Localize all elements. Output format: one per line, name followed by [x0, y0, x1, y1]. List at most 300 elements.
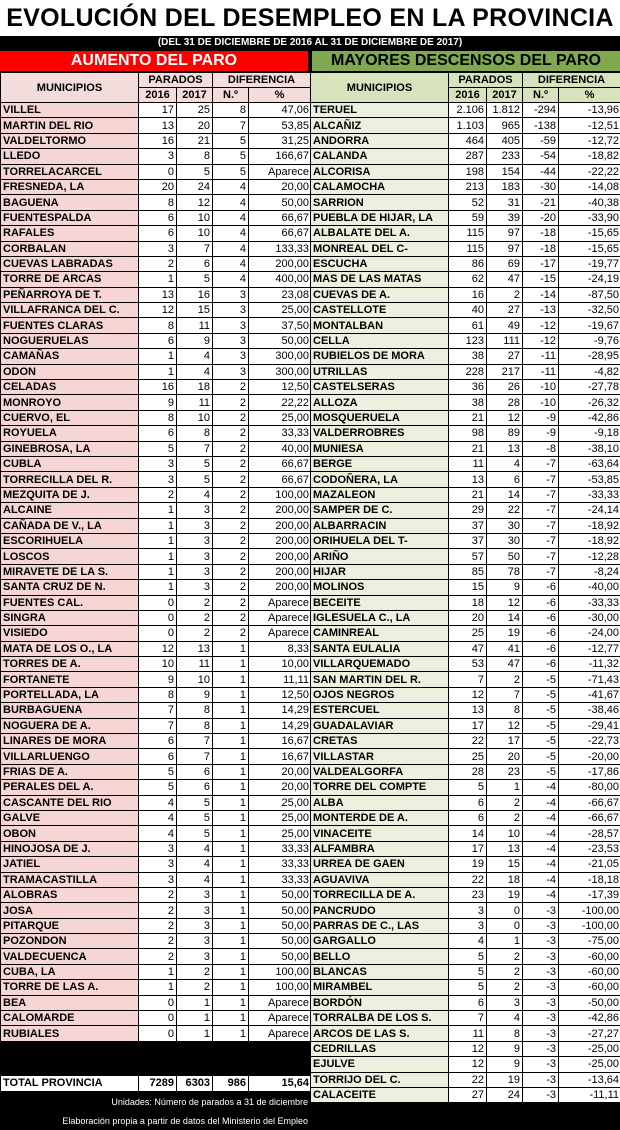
table-row [1, 703, 311, 718]
parados-2016: 5 [449, 980, 487, 995]
municipio-name: MAS DE LAS MATAS [311, 272, 449, 287]
diferencia-pct: -9,76 [559, 333, 620, 348]
parados-2016: 12 [449, 687, 487, 702]
diferencia-pct: 16,67 [249, 734, 311, 749]
page-subtitle: (DEL 31 DE DICIEMBRE DE 2016 AL 31 DE DICIEMBRE DE 2017) [0, 36, 620, 50]
diferencia-pct: -22,73 [559, 734, 620, 749]
parados-2016: 1 [139, 349, 177, 364]
diferencia-pct: -25,00 [559, 1057, 620, 1072]
parados-2016: 17 [449, 841, 487, 856]
parados-2017: 3 [177, 549, 213, 564]
diferencia-pct: -12,77 [559, 641, 620, 656]
parados-2017: 17 [487, 734, 523, 749]
parados-2017: 1 [177, 1026, 213, 1041]
parados-2016: 22 [449, 1072, 487, 1087]
parados-2016: 3 [139, 857, 177, 872]
diferencia-pct: -17,39 [559, 887, 620, 902]
parados-2017: 4 [177, 349, 213, 364]
table-row [1, 118, 311, 133]
municipio-name: IGLESUELA C., LA [311, 610, 449, 625]
municipio-name: BORDÓN [311, 995, 449, 1010]
diferencia-n: -7 [523, 472, 559, 487]
parados-2017: 111 [487, 333, 523, 348]
diferencia-pct: 12,50 [249, 687, 311, 702]
table-row [1, 1011, 311, 1026]
table-row [311, 195, 620, 210]
parados-2017: 3 [177, 533, 213, 548]
parados-2016: 1.103 [449, 118, 487, 133]
table-row [1, 610, 311, 625]
municipio-name: ALOBRAS [1, 887, 139, 902]
diferencia-pct: 14,29 [249, 718, 311, 733]
municipio-name: PUEBLA DE HIJAR, LA [311, 210, 449, 225]
municipio-name: FUENTESPALDA [1, 210, 139, 225]
diferencia-n: -3 [523, 903, 559, 918]
parados-2017: 97 [487, 226, 523, 241]
parados-2017: 14 [487, 487, 523, 502]
table-row [1, 179, 311, 194]
diferencia-pct: 25,00 [249, 410, 311, 425]
parados-2017: 12 [487, 718, 523, 733]
parados-2017: 97 [487, 241, 523, 256]
diferencia-n: -4 [523, 795, 559, 810]
parados-2016: 25 [449, 749, 487, 764]
diferencia-n: -3 [523, 918, 559, 933]
diferencia-n: -6 [523, 595, 559, 610]
parados-2016: 98 [449, 426, 487, 441]
table-row [311, 487, 620, 502]
diferencia-pct: 37,50 [249, 318, 311, 333]
parados-2016: 6 [139, 749, 177, 764]
municipio-name: VALDECUENCA [1, 949, 139, 964]
municipio-name: RAFALES [1, 226, 139, 241]
diferencia-n: 5 [213, 164, 249, 179]
municipio-name: PANCRUDO [311, 903, 449, 918]
diferencia-n: -5 [523, 764, 559, 779]
parados-2017: 10 [177, 226, 213, 241]
municipio-name: CAÑADA DE V., LA [1, 518, 139, 533]
municipio-name: HINOJOSA DE J. [1, 841, 139, 856]
parados-2017: 2 [487, 980, 523, 995]
table-row [311, 964, 620, 979]
table-row [311, 995, 620, 1010]
table-row [1, 872, 311, 887]
table-row [311, 641, 620, 656]
increase-banner: AUMENTO DEL PARO [0, 51, 308, 71]
parados-2017: 3 [177, 934, 213, 949]
parados-2017: 18 [177, 380, 213, 395]
parados-2017: 2 [487, 949, 523, 964]
diferencia-pct: 300,00 [249, 349, 311, 364]
parados-2017: 25 [177, 103, 213, 118]
diferencia-n: 1 [213, 887, 249, 902]
municipio-name: VINACEITE [311, 826, 449, 841]
parados-2017: 28 [487, 395, 523, 410]
table-row [311, 164, 620, 179]
header-pct: % [559, 88, 620, 103]
table-row [1, 487, 311, 502]
diferencia-pct: 33,33 [249, 426, 311, 441]
table-row [1, 749, 311, 764]
diferencia-pct: -8,24 [559, 564, 620, 579]
municipio-name: TORRECILLA DEL R. [1, 472, 139, 487]
table-row [1, 672, 311, 687]
parados-2017: 16 [177, 287, 213, 302]
table-row [311, 503, 620, 518]
parados-2016: 2 [139, 918, 177, 933]
diferencia-pct: -33,90 [559, 210, 620, 225]
diferencia-pct: -4,82 [559, 364, 620, 379]
diferencia-n: -15 [523, 272, 559, 287]
table-row [1, 564, 311, 579]
diferencia-n: 4 [213, 179, 249, 194]
diferencia-n: 4 [213, 210, 249, 225]
municipio-name: CALACEITE [311, 1088, 449, 1103]
parados-2016: 7 [449, 1011, 487, 1026]
table-row [311, 795, 620, 810]
diferencia-n: -10 [523, 380, 559, 395]
table-row [311, 610, 620, 625]
table-row [1, 841, 311, 856]
parados-2016: 7 [139, 718, 177, 733]
diferencia-pct: -75,00 [559, 934, 620, 949]
diferencia-pct: -11,32 [559, 657, 620, 672]
table-row [1, 349, 311, 364]
parados-2017: 217 [487, 364, 523, 379]
municipio-name: MAZALEON [311, 487, 449, 502]
diferencia-n: 1 [213, 810, 249, 825]
diferencia-n: 2 [213, 626, 249, 641]
table-row [311, 980, 620, 995]
parados-2017: 0 [487, 903, 523, 918]
diferencia-pct: -66,67 [559, 795, 620, 810]
municipio-name: HIJAR [311, 564, 449, 579]
table-row [311, 549, 620, 564]
municipio-name: TERUEL [311, 103, 449, 118]
parados-2017: 24 [487, 1088, 523, 1103]
municipio-name: ROYUELA [1, 426, 139, 441]
diferencia-pct: 10,00 [249, 657, 311, 672]
table-row [311, 810, 620, 825]
diferencia-n: -4 [523, 780, 559, 795]
diferencia-pct: 50,00 [249, 903, 311, 918]
parados-2016: 6 [449, 995, 487, 1010]
diferencia-n: -20 [523, 210, 559, 225]
parados-2017: 5 [177, 826, 213, 841]
parados-2016: 3 [139, 872, 177, 887]
table-row [1, 687, 311, 702]
municipio-name: VILLASTAR [311, 749, 449, 764]
diferencia-n: 3 [213, 303, 249, 318]
parados-2016: 287 [449, 149, 487, 164]
parados-2017: 1 [487, 934, 523, 949]
parados-2016: 7 [139, 703, 177, 718]
parados-2017: 6 [177, 780, 213, 795]
municipio-name: NOGUERA DE A. [1, 718, 139, 733]
total-pct: 15,64 [249, 1076, 311, 1092]
parados-2017: 20 [177, 118, 213, 133]
table-row [311, 256, 620, 271]
diferencia-n: -3 [523, 980, 559, 995]
table-row [311, 857, 620, 872]
table-row [1, 164, 311, 179]
parados-2016: 0 [139, 626, 177, 641]
diferencia-pct: 50,00 [249, 333, 311, 348]
diferencia-n: 1 [213, 872, 249, 887]
municipio-name: LLEDO [1, 149, 139, 164]
municipio-name: POZONDON [1, 934, 139, 949]
parados-2016: 15 [449, 580, 487, 595]
parados-2016: 17 [449, 718, 487, 733]
parados-2016: 1 [139, 364, 177, 379]
municipio-name: MEZQUITA DE J. [1, 487, 139, 502]
parados-2017: 21 [177, 133, 213, 148]
municipio-name: CUERVO, EL [1, 410, 139, 425]
parados-2017: 7 [487, 687, 523, 702]
table-row [311, 364, 620, 379]
parados-2016: 1 [139, 272, 177, 287]
diferencia-n: -5 [523, 687, 559, 702]
total-2016: 7289 [139, 1076, 177, 1092]
diferencia-pct: -42,86 [559, 410, 620, 425]
diferencia-n: -3 [523, 1057, 559, 1072]
table-row [311, 318, 620, 333]
municipio-name: CELLA [311, 333, 449, 348]
diferencia-pct: -15,65 [559, 241, 620, 256]
municipio-name: TORRECILLA DE A. [311, 887, 449, 902]
municipio-name: CALOMARDE [1, 1011, 139, 1026]
municipio-name: BELLO [311, 949, 449, 964]
parados-2016: 20 [139, 179, 177, 194]
parados-2016: 38 [449, 349, 487, 364]
table-row [311, 1072, 620, 1087]
parados-2016: 8 [139, 687, 177, 702]
diferencia-n: -10 [523, 395, 559, 410]
municipio-name: ANDORRA [311, 133, 449, 148]
municipio-name: CRETAS [311, 734, 449, 749]
diferencia-pct: -12,72 [559, 133, 620, 148]
municipio-name: CORBALAN [1, 241, 139, 256]
parados-2016: 3 [139, 456, 177, 471]
diferencia-n: 4 [213, 226, 249, 241]
diferencia-n: 3 [213, 333, 249, 348]
parados-2016: 57 [449, 549, 487, 564]
parados-2016: 0 [139, 164, 177, 179]
parados-2016: 1 [139, 533, 177, 548]
diferencia-pct: -80,00 [559, 780, 620, 795]
diferencia-pct: -33,33 [559, 595, 620, 610]
parados-2017: 3 [177, 518, 213, 533]
diferencia-pct: 25,00 [249, 795, 311, 810]
diferencia-n: -8 [523, 441, 559, 456]
diferencia-n: -7 [523, 533, 559, 548]
parados-2016: 3 [139, 472, 177, 487]
diferencia-pct: 12,50 [249, 380, 311, 395]
table-row [1, 1026, 311, 1041]
parados-2016: 0 [139, 1011, 177, 1026]
parados-2017: 4 [487, 456, 523, 471]
table-row [311, 734, 620, 749]
table-row [311, 103, 620, 118]
table-row [311, 210, 620, 225]
parados-2016: 21 [449, 410, 487, 425]
diferencia-pct: -24,14 [559, 503, 620, 518]
diferencia-n: -13 [523, 303, 559, 318]
parados-2017: 10 [177, 672, 213, 687]
parados-2017: 31 [487, 195, 523, 210]
parados-2016: 4 [139, 795, 177, 810]
table-row [311, 441, 620, 456]
diferencia-n: 2 [213, 456, 249, 471]
diferencia-pct: 31,25 [249, 133, 311, 148]
table-row [311, 1026, 620, 1041]
table-row [1, 518, 311, 533]
diferencia-pct: -18,92 [559, 533, 620, 548]
parados-2017: 14 [487, 610, 523, 625]
parados-2017: 2 [177, 610, 213, 625]
diferencia-pct: -11,11 [559, 1088, 620, 1103]
municipio-name: PORTELLADA, LA [1, 687, 139, 702]
parados-2016: 198 [449, 164, 487, 179]
diferencia-pct: -20,00 [559, 749, 620, 764]
parados-2017: 9 [487, 1041, 523, 1056]
table-row [311, 410, 620, 425]
parados-2017: 3 [177, 903, 213, 918]
diferencia-pct: -27,27 [559, 1026, 620, 1041]
diferencia-n: -30 [523, 179, 559, 194]
table-row [311, 780, 620, 795]
diferencia-pct: 16,67 [249, 749, 311, 764]
parados-2016: 6 [139, 226, 177, 241]
parados-2016: 7 [449, 672, 487, 687]
diferencia-n: 2 [213, 533, 249, 548]
diferencia-pct: 50,00 [249, 934, 311, 949]
parados-2016: 47 [449, 641, 487, 656]
parados-2017: 2 [487, 964, 523, 979]
parados-2017: 19 [487, 1072, 523, 1087]
table-row [311, 934, 620, 949]
diferencia-n: -6 [523, 610, 559, 625]
diferencia-n: -6 [523, 641, 559, 656]
diferencia-n: 2 [213, 595, 249, 610]
municipio-name: TORRE DE LAS A. [1, 980, 139, 995]
parados-2016: 123 [449, 333, 487, 348]
table-row [311, 1088, 620, 1103]
municipio-name: CALAMOCHA [311, 179, 449, 194]
table-row [311, 872, 620, 887]
total-2017: 6303 [177, 1076, 213, 1092]
header-2017: 2017 [177, 88, 213, 103]
diferencia-n: -5 [523, 718, 559, 733]
parados-2017: 10 [487, 826, 523, 841]
parados-2017: 13 [487, 841, 523, 856]
parados-2016: 13 [449, 703, 487, 718]
parados-2017: 4 [177, 364, 213, 379]
table-row [1, 780, 311, 795]
diferencia-n: -4 [523, 810, 559, 825]
municipio-name: MOLINOS [311, 580, 449, 595]
header-municipios: MUNICIPIOS [311, 73, 449, 103]
municipio-name: VILLEL [1, 103, 139, 118]
parados-2017: 6 [177, 256, 213, 271]
diferencia-n: 4 [213, 272, 249, 287]
diferencia-n: -3 [523, 1088, 559, 1103]
diferencia-n: -11 [523, 364, 559, 379]
parados-2016: 12 [139, 641, 177, 656]
parados-2017: 3 [177, 503, 213, 518]
municipio-name: CUBLA [1, 456, 139, 471]
parados-2016: 13 [139, 287, 177, 302]
municipio-name: GARGALLO [311, 934, 449, 949]
table-row [1, 934, 311, 949]
header-n: N.º [213, 88, 249, 103]
diferencia-pct: -28,95 [559, 349, 620, 364]
table-row [1, 887, 311, 902]
diferencia-pct: -19,77 [559, 256, 620, 271]
parados-2017: 19 [487, 626, 523, 641]
diferencia-n: -3 [523, 934, 559, 949]
parados-2016: 5 [139, 780, 177, 795]
parados-2017: 9 [487, 580, 523, 595]
parados-2016: 1 [139, 580, 177, 595]
diferencia-pct: 200,00 [249, 549, 311, 564]
parados-2017: 20 [487, 749, 523, 764]
table-row [1, 241, 311, 256]
parados-2017: 15 [487, 857, 523, 872]
diferencia-n: 1 [213, 918, 249, 933]
parados-2017: 12 [177, 195, 213, 210]
diferencia-n: 1 [213, 749, 249, 764]
parados-2017: 3 [177, 564, 213, 579]
parados-2017: 4 [177, 487, 213, 502]
parados-2017: 8 [177, 426, 213, 441]
parados-2016: 2 [139, 903, 177, 918]
parados-2016: 5 [139, 764, 177, 779]
parados-2017: 2 [177, 964, 213, 979]
diferencia-pct: 50,00 [249, 918, 311, 933]
diferencia-n: -21 [523, 195, 559, 210]
parados-2016: 22 [449, 872, 487, 887]
parados-2017: 18 [487, 872, 523, 887]
parados-2016: 27 [449, 1088, 487, 1103]
diferencia-pct: Aparece [249, 1011, 311, 1026]
municipio-name: TORRES DE A. [1, 657, 139, 672]
diferencia-pct: 23,08 [249, 287, 311, 302]
municipio-name: CASTELLOTE [311, 303, 449, 318]
parados-2016: 14 [449, 826, 487, 841]
diferencia-pct: Aparece [249, 1026, 311, 1041]
header-municipios: MUNICIPIOS [1, 73, 139, 103]
parados-2017: 183 [487, 179, 523, 194]
diferencia-n: -54 [523, 149, 559, 164]
diferencia-pct: -23,53 [559, 841, 620, 856]
municipio-name: ALBARRACIN [311, 518, 449, 533]
diferencia-pct: -24,00 [559, 626, 620, 641]
table-row [311, 703, 620, 718]
parados-2017: 13 [487, 441, 523, 456]
municipio-name: TORRALBA DE LOS S. [311, 1011, 449, 1026]
municipio-name: JOSA [1, 903, 139, 918]
diferencia-n: -3 [523, 1072, 559, 1087]
units-note: Unidades: Número de parados a 31 de diciembre [111, 1097, 308, 1107]
table-row [1, 795, 311, 810]
municipio-name: CUBA, LA [1, 964, 139, 979]
diferencia-pct: -40,38 [559, 195, 620, 210]
diferencia-pct: -38,46 [559, 703, 620, 718]
diferencia-pct: 200,00 [249, 533, 311, 548]
parados-2016: 4 [139, 810, 177, 825]
municipio-name: PEÑARROYA DE T. [1, 287, 139, 302]
